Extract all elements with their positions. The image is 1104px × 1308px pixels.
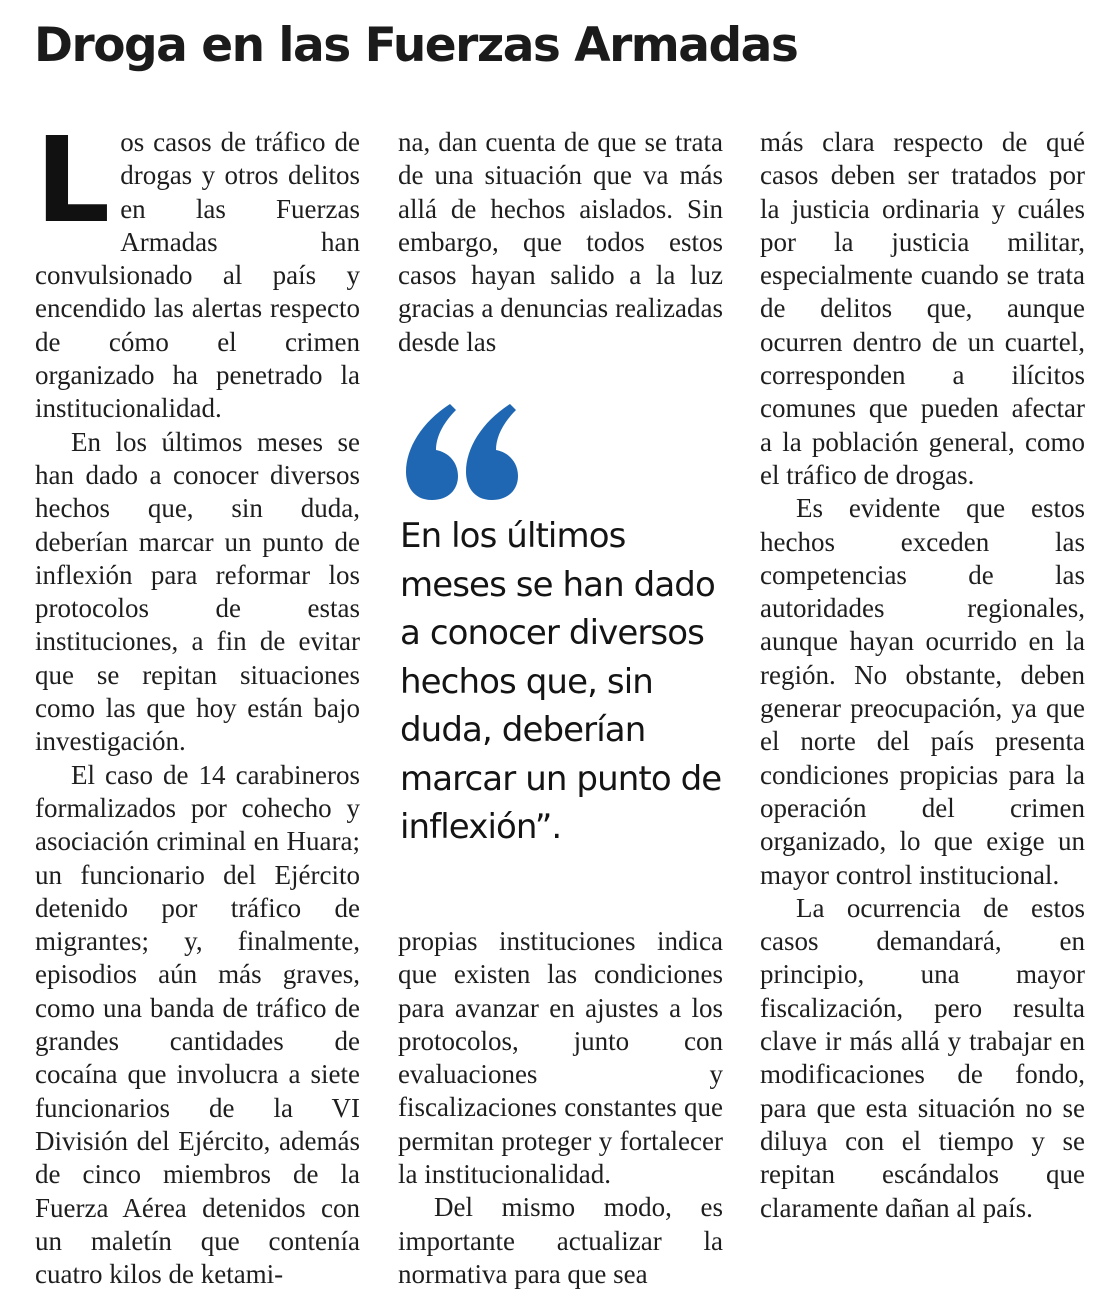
quote-mark-shapes (406, 404, 518, 500)
article-column-3 (760, 126, 1085, 1225)
article-column-2-bottom (398, 925, 723, 1291)
article-paragraph (35, 111, 360, 426)
pull-quote: En los últimos meses se han dado a conocer diversos hechos que, sin duda, deberían marcar un punto de inflexión”. (400, 516, 722, 847)
article-column-1 (35, 111, 360, 1291)
drop-cap: L (35, 111, 111, 249)
quote-mark-icon (404, 396, 524, 506)
article-paragraph: na, dan cuenta de que se trata de una situación que va más allá de hechos aislados. Sin embargo, que todos estos casos hayan salido a la luz gracias a denuncias realizadas desde las (398, 127, 723, 357)
article-paragraph: En los últimos meses se han dado a conocer diversos hechos que, sin duda, deberían marcar un punto de inflexión para reformar los protocolos de estas instituciones, a fin de evitar que se repitan situaciones como las que hoy están bajo investigación. (35, 426, 360, 757)
quote-glyph-right (466, 404, 518, 500)
quote-glyph-left (406, 404, 458, 500)
article-paragraph: Es evidente que estos hechos exceden las competencias de las autoridades regionales, aunque hayan ocurrido en la región. No obstante, deben generar preocupación, ya que el norte del país presenta condiciones propicias para la operación del crimen organizado, lo que exige un mayor control institucional. (760, 493, 1085, 890)
article-column-2-top (398, 126, 723, 359)
paragraph-text: os casos de tráfico de drogas y otros delitos en las Fuerzas Armadas han convulsionado al país y encendido las alertas respecto de cómo el crimen organizado ha penetrado la institucionalidad. (35, 127, 360, 424)
article-paragraph: propias instituciones indica que existen las condiciones para avanzar en ajustes a los protocolos, junto con evaluaciones y fiscalizaciones constantes que permitan proteger y fortalecer la institucionalidad. (398, 926, 723, 1190)
article-paragraph: Del mismo modo, es importante actualizar la normativa para que sea (398, 1192, 723, 1289)
article-paragraph: La ocurrencia de estos casos demandará, en principio, una mayor fiscalización, pero resulta clave ir más allá y trabajar en modificaciones de fondo, para que esta situación no se diluya con el tiempo y se repitan escándalos que claramente dañan al país. (760, 892, 1085, 1223)
headline: Droga en las Fuerzas Armadas (34, 18, 798, 73)
article-paragraph: El caso de 14 carabineros formalizados por cohecho y asociación criminal en Huara; un funcionario del Ejército detenido por tráfico de migrantes; y, finalmente, episodios aún más graves, como una banda de tráfico de grandes cantidades de cocaína que involucra a siete funcionarios de la VI División del Ejército, además de cinco miembros de la Fuerza Aérea detenidos con un maletín que contenía cuatro kilos de ketami- (35, 759, 360, 1290)
article-paragraph: más clara respecto de qué casos deben ser tratados por la justicia ordinaria y cuáles por la justicia militar, especialmente cuando se trata de delitos que, aunque ocurren dentro de un cuartel, corresponden a ilícitos comunes que pueden afectar a la población general, como el tráfico de drogas. (760, 127, 1085, 490)
